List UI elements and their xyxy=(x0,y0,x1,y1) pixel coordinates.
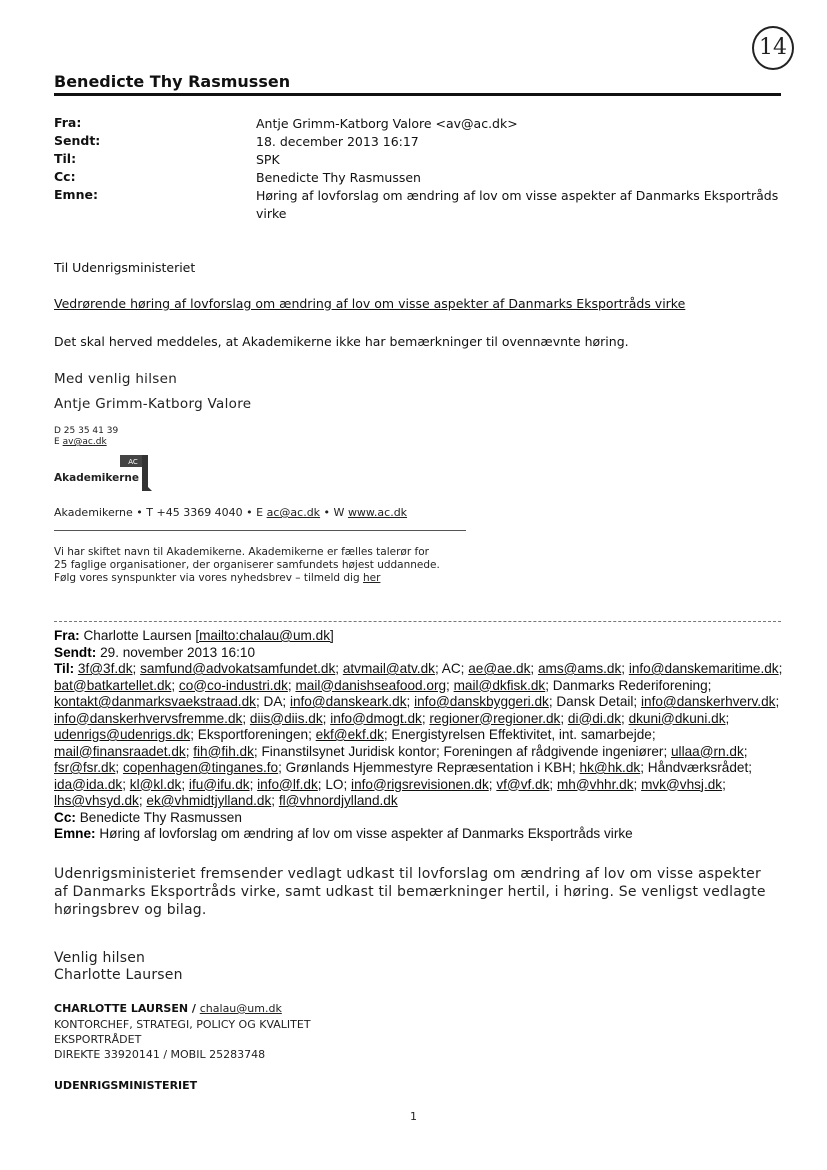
recipient-text: ; xyxy=(122,776,130,792)
recipient-text: ; xyxy=(271,793,279,808)
recipient-email-link[interactable]: ifu@ifu.dk xyxy=(188,776,250,792)
recipient-email-link[interactable]: co@co-industri.dk xyxy=(178,677,288,693)
contact-org: Akademikerne xyxy=(54,506,133,519)
recipient-email-link[interactable]: mail@danishseafood.org xyxy=(295,677,447,693)
contact-web-prefix: W xyxy=(333,506,345,519)
page-number: 1 xyxy=(410,1110,417,1123)
recipient-email-link[interactable]: mvk@vhsj.dk xyxy=(641,776,723,792)
header-divider xyxy=(54,93,781,96)
recipient-text: ; xyxy=(421,710,430,726)
recipient-email-link[interactable]: regioner@regioner.dk xyxy=(429,710,561,726)
fw-subject-line: Emne: Høring af lovforslag om ændring af lov om visse aspekter af Danmarks Eksportråds virke xyxy=(54,826,633,841)
recipient-text: ; Finanstilsynet Juridisk kontor; Foreningen af rådgivende ingeniører; xyxy=(253,743,671,759)
recipient-email-link[interactable]: info@danskbyggeri.dk xyxy=(414,694,549,709)
recipient-email-link[interactable]: samfund@advokatsamfundet.dk xyxy=(140,661,336,676)
recipient-text: ; xyxy=(778,661,783,676)
recipient-email-link[interactable]: mail@dkfisk.dk xyxy=(453,677,546,693)
ministry-name: UDENRIGSMINISTERIET xyxy=(54,1079,198,1092)
recipient-email-link[interactable]: mh@vhhr.dk xyxy=(556,776,634,792)
newsletter-link[interactable]: her xyxy=(363,572,381,584)
recipient-email-link[interactable]: info@lf.dk xyxy=(257,776,318,792)
recipient-text: ; xyxy=(132,661,141,676)
rename-notice xyxy=(54,546,494,585)
contact-email-prefix: E xyxy=(256,506,264,519)
recipient-text: ; xyxy=(446,677,454,693)
recipient-email-link[interactable]: vf@vf.dk xyxy=(496,776,550,792)
fw-from-line: Fra: Charlotte Laursen [mailto:chalau@um.dk] xyxy=(54,628,334,643)
forwarded-header xyxy=(54,628,784,843)
subject-label: Emne: xyxy=(54,187,98,202)
recipient-email-link[interactable]: diis@diis.dk xyxy=(249,710,323,726)
recipient-list xyxy=(54,661,782,808)
contact-web-link[interactable]: www.ac.dk xyxy=(347,506,408,519)
sig-title: KONTORCHEF, STRATEGI, POLICY OG KVALITET xyxy=(54,1018,311,1031)
recipient-email-link[interactable]: copenhagen@tinganes.fo xyxy=(122,760,279,775)
recipient-text: ; Danmarks Rederiforening; xyxy=(545,677,712,693)
document-owner-name: Benedicte Thy Rasmussen xyxy=(54,72,291,91)
notice-line-3: Følg vores synspunkter via vores nyhedsbrev – tilmeld dig her xyxy=(54,572,381,584)
contact-email-link[interactable]: ac@ac.dk xyxy=(266,506,321,519)
recipient-text: ; xyxy=(181,776,189,792)
recipient-email-link[interactable]: info@danskeark.dk xyxy=(289,694,407,709)
recipient-email-link[interactable]: dkuni@dkuni.dk xyxy=(628,710,726,726)
forwarded-closing: Venlig hilsen xyxy=(54,950,146,966)
from-label: Fra: xyxy=(54,115,82,130)
fw-mailto-link[interactable]: [mailto:chalau@um.dk] xyxy=(195,628,334,643)
sent-label: Sendt: xyxy=(54,133,101,148)
recipient-text: ; LO; xyxy=(317,776,352,792)
recipient-email-link[interactable]: udenrigs@udenrigs.dk xyxy=(54,727,191,742)
recipient-text: ; Håndværksrådet; xyxy=(640,760,753,775)
recipient-text: ; xyxy=(171,677,179,693)
recipient-email-link[interactable]: ekf@ekf.dk xyxy=(315,727,384,742)
to-value: SPK xyxy=(256,152,280,167)
recipient-text: ; xyxy=(549,776,557,792)
recipient-text: ; DA; xyxy=(255,694,290,709)
recipient-text: ; xyxy=(722,776,726,792)
recipient-email-link[interactable]: info@danskerhvervsfremme.dk xyxy=(54,710,243,726)
signer-phone: D 25 35 41 39 xyxy=(54,426,119,436)
notice-line-1: Vi har skiftet navn til Akademikerne. Akademikerne er fælles talerør for xyxy=(54,546,429,558)
page-number-stamp: 14 xyxy=(752,26,794,70)
recipient-text: ; xyxy=(335,661,343,676)
recipient-text: ; Energistyrelsen Effektivitet, int. samarbejde; xyxy=(383,727,656,742)
recipient-text: ; Grønlands Hjemmestyre Repræsentation i KBH; xyxy=(278,760,580,775)
recipient-text: ; xyxy=(488,776,497,792)
recipient-email-link[interactable]: ams@ams.dk xyxy=(537,661,622,676)
recipient-text: ; Dansk Detail; xyxy=(548,694,641,709)
sent-value: 18. december 2013 16:17 xyxy=(256,134,419,149)
recipient-email-link[interactable]: fih@fih.dk xyxy=(193,743,254,759)
recipient-text: ; xyxy=(633,776,642,792)
contact-line: Akademikerne • T +45 3369 4040 • E ac@ac.dk • W www.ac.dk xyxy=(54,506,408,519)
signer-email-prefix: E xyxy=(54,437,60,447)
recipient-email-link[interactable]: atvmail@atv.dk xyxy=(342,661,435,676)
recipient-text: ; xyxy=(185,743,194,759)
contact-phone: T +45 3369 4040 xyxy=(146,506,243,519)
sig-org: EKSPORTRÅDET xyxy=(54,1033,142,1046)
recipient-text: ; xyxy=(530,661,538,676)
logo-wordmark: Akademikerne xyxy=(54,472,139,484)
sig-name: CHARLOTTE LAURSEN xyxy=(54,1002,189,1015)
recipient-email-link[interactable]: info@danskerhverv.dk xyxy=(640,694,776,709)
recipient-email-link[interactable]: fsr@fsr.dk xyxy=(54,760,116,775)
recipient-text: ; xyxy=(287,677,296,693)
recipient-text: ; xyxy=(138,793,147,808)
fw-cc-line: Cc: Benedicte Thy Rasmussen xyxy=(54,809,242,825)
recipient-email-link[interactable]: lhs@vhsyd.dk xyxy=(54,793,139,808)
recipient-email-link[interactable]: ae@ae.dk xyxy=(468,661,531,676)
notice-line-2: 25 faglige organisationer, der organiserer samfundets højest uddannede. xyxy=(54,559,440,571)
forwarded-closing-name: Charlotte Laursen xyxy=(54,967,183,983)
recipient-text: ; AC; xyxy=(434,661,469,676)
recipient-text: ; xyxy=(242,710,250,726)
forward-separator xyxy=(54,621,781,622)
recipient-text: ; Eksportforeningen; xyxy=(190,727,316,742)
recipient-text: ; xyxy=(725,710,730,726)
recipient-text: ; xyxy=(743,743,748,759)
recipient-text: ; xyxy=(115,760,123,775)
recipient-text: ; xyxy=(322,710,331,726)
recipient-email-link[interactable]: info@danskemaritime.dk xyxy=(628,661,779,676)
signature-divider xyxy=(54,530,466,531)
recipient-email-link[interactable]: ullaa@rn.dk xyxy=(671,743,744,759)
reply-message: Det skal herved meddeles, at Akademikerne ikke har bemærkninger til ovennævnte høring. xyxy=(54,334,629,349)
recipient-email-link[interactable]: ida@ida.dk xyxy=(54,776,123,792)
recipient-text: ; xyxy=(406,694,415,709)
reference-line: Vedrørende høring af lovforslag om ændring af lov om visse aspekter af Danmarks Eksportråds virke xyxy=(54,296,686,311)
recipient-email-link[interactable]: kontakt@danmarksvaekstraad.dk xyxy=(54,694,256,709)
recipient-email-link[interactable]: hk@hk.dk xyxy=(579,760,641,775)
fw-to-line: Til: 3f@3f.dk; samfund@advokatsamfundet.dk; atvmail@atv.dk; AC; ae@ae.dk; ams@ams.dk; info@danskemaritime.dk; bat@batkartellet.dk; co@co-industri.dk; mail@danishseafood.org; mail@dkfisk.dk; Danmarks Rederiforening; kontakt@danmarksvaekstraad.dk; DA; info@danskeark.dk; info@danskbyggeri.dk; Dansk Detail; info@danskerhverv.dk; info@danskerhvervsfremme.dk; diis@diis.dk; info@dmogt.dk; regioner@regioner.dk; di@di.dk; dkuni@dkuni.dk; udenrigs@udenrigs.dk; Eksportforeningen; ekf@ekf.dk; Energistyrelsen Effektivitet, int. samarbejde; mail@finansraadet.dk; fih@fih.dk; Finanstilsynet Juridisk kontor; Foreningen af rådgivende ingeniører; ullaa@rn.dk; fsr@fsr.dk; copenhagen@tinganes.fo; Grønlands Hjemmestyre Repræsentation i KBH; hk@hk.dk; Håndværksrådet; ida@ida.dk; kl@kl.dk; ifu@ifu.dk; info@lf.dk; LO; info@rigsrevisionen.dk; vf@vf.dk; mh@vhhr.dk; mvk@vhsj.dk; lhs@vhsyd.dk; ek@vhmidtjylland.dk; fl@vhnordjylland.dk xyxy=(54,661,783,808)
sig-phone: DIREKTE 33920141 / MOBIL 25283748 xyxy=(54,1048,266,1061)
from-value: Antje Grimm-Katborg Valore <av@ac.dk> xyxy=(256,116,518,131)
recipient-text: ; xyxy=(775,694,780,709)
subject-value: Høring af lovforslag om ændring af lov om visse aspekter af Danmarks Eksportråds virke xyxy=(256,188,779,221)
recipient-email-link[interactable]: bat@batkartellet.dk xyxy=(54,677,172,693)
fw-sent-line: Sendt: 29. november 2013 16:10 xyxy=(54,644,256,660)
cc-label: Cc: xyxy=(54,169,76,184)
recipient-text: ; xyxy=(560,710,568,726)
recipient-email-link[interactable]: mail@finansraadet.dk xyxy=(54,743,186,759)
cc-value: Benedicte Thy Rasmussen xyxy=(256,170,421,185)
recipient-text: ; xyxy=(621,661,629,676)
signer-email-line xyxy=(54,437,107,448)
logo-badge-text: AC xyxy=(128,458,138,466)
recipient-email-link[interactable]: fl@vhnordjylland.dk xyxy=(278,793,398,808)
salutation: Til Udenrigsministeriet xyxy=(54,260,196,275)
recipient-email-link[interactable]: ek@vhmidtjylland.dk xyxy=(146,793,272,808)
forwarded-body: Udenrigsministeriet fremsender vedlagt udkast til lovforslag om ændring af lov om visse aspekter af Danmarks Eksportråds virke, samt udkast til bemærkninger hertil, i høring. Se venligst vedlagte høringsbrev og bilag. xyxy=(54,866,766,918)
sig-email-link[interactable]: chalau@um.dk xyxy=(199,1002,282,1015)
recipient-email-link[interactable]: info@rigsrevisionen.dk xyxy=(351,776,489,792)
reply-closing: Med venlig hilsen xyxy=(54,371,178,387)
to-label: Til: xyxy=(54,151,77,166)
reply-signer-name: Antje Grimm-Katborg Valore xyxy=(54,396,252,412)
recipient-text: ; xyxy=(249,776,258,792)
signer-email-link[interactable]: av@ac.dk xyxy=(62,437,107,447)
recipient-email-link[interactable]: kl@kl.dk xyxy=(129,776,182,792)
sig-name-line: CHARLOTTE LAURSEN / chalau@um.dk xyxy=(54,1002,282,1015)
recipient-email-link[interactable]: 3f@3f.dk xyxy=(77,661,133,676)
recipient-email-link[interactable]: di@di.dk xyxy=(567,710,621,726)
recipient-text: ; xyxy=(621,710,629,726)
recipient-email-link[interactable]: info@dmogt.dk xyxy=(330,710,422,726)
